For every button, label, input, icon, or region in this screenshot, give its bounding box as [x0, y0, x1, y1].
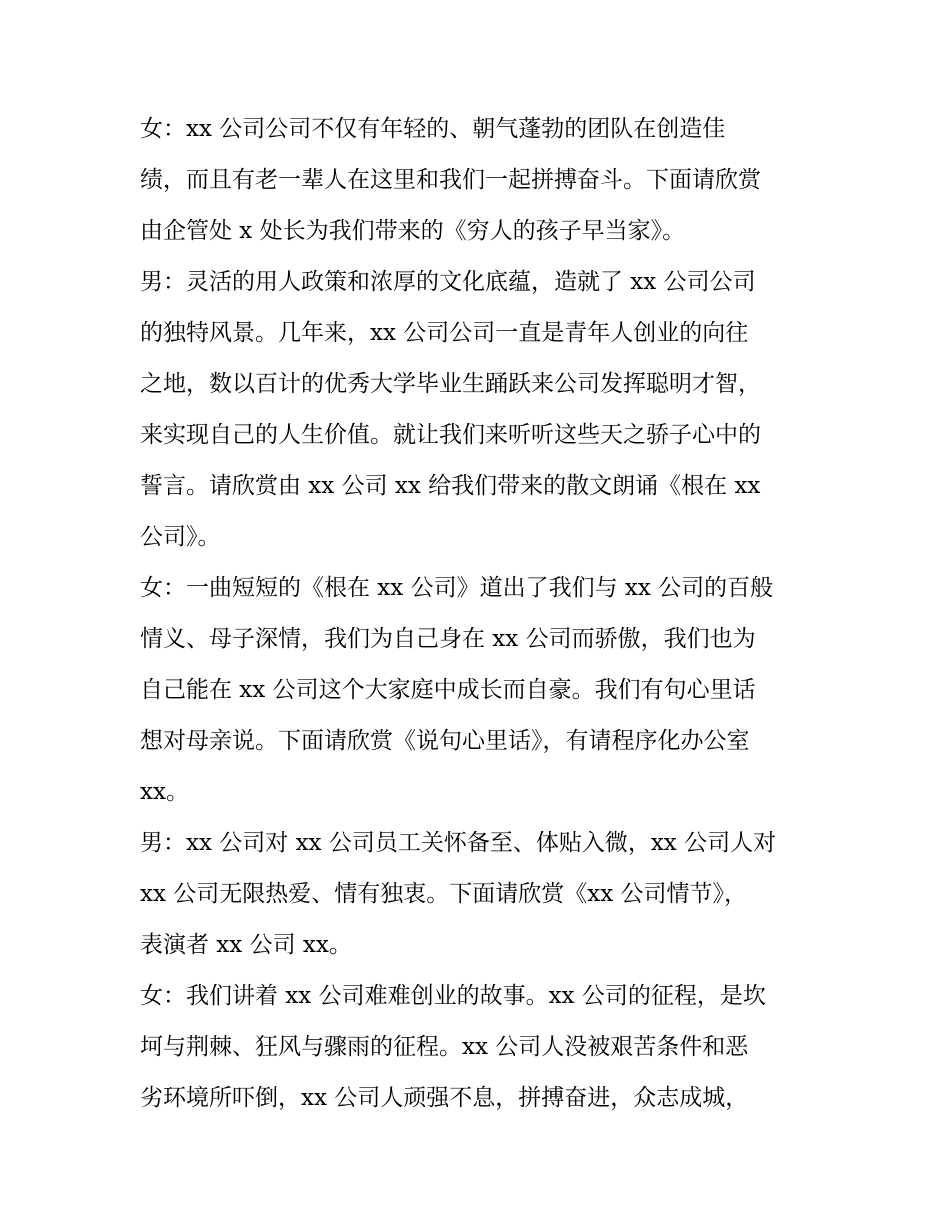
- text-line: xx 公司无限热爱、情有独衷。下面请欣赏《xx 公司情节》，: [140, 881, 748, 907]
- text-line: 想对母亲说。下面请欣赏《说句心里话》，有请程序化办公室: [140, 728, 750, 754]
- text-line: 公司》。: [140, 524, 221, 550]
- document-body: [140, 104, 820, 1124]
- text-line: 情义、母子深情，我们为自己身在 xx 公司而骄傲，我们也为: [140, 626, 756, 652]
- text-line: 的独特风景。几年来，xx 公司公司一直是青年人创业的向往: [140, 320, 749, 346]
- text-line: xx。: [140, 779, 189, 805]
- text-line: 之地，数以百计的优秀大学毕业生踊跃来公司发挥聪明才智，: [140, 371, 761, 397]
- text-line: 由企管处 x 处长为我们带来的《穷人的孩子早当家》。: [140, 218, 686, 244]
- text-line: 表演者 xx 公司 xx。: [140, 932, 352, 958]
- text-line: 女：xx 公司公司不仅有年轻的、朝气蓬勃的团队在创造佳: [140, 116, 726, 142]
- text-line: 女：一曲短短的《根在 xx 公司》道出了我们与 xx 公司的百般: [140, 575, 774, 601]
- text-line: 女：我们讲着 xx 公司难难创业的故事。xx 公司的征程，是坎: [140, 983, 766, 1009]
- text-line: 男：灵活的用人政策和浓厚的文化底蕴，造就了 xx 公司公司: [140, 269, 756, 295]
- text-line: 来实现自己的人生价值。就让我们来听听这些天之骄子心中的: [140, 422, 761, 448]
- text-line: 坷与荆棘、狂风与骤雨的征程。xx 公司人没被艰苦条件和恶: [140, 1034, 749, 1060]
- text-line: 自己能在 xx 公司这个大家庭中成长而自豪。我们有句心里话: [140, 677, 756, 703]
- text-line: 绩，而且有老一辈人在这里和我们一起拼搏奋斗。下面请欣赏: [140, 167, 761, 193]
- text-line: 誓言。请欣赏由 xx 公司 xx 给我们带来的散文朗诵《根在 xx: [140, 473, 761, 499]
- text-line: 男：xx 公司对 xx 公司员工关怀备至、体贴入微，xx 公司人对: [140, 830, 777, 856]
- text-line: 劣环境所吓倒，xx 公司人顽强不息，拼搏奋进，众志成城，: [140, 1085, 749, 1111]
